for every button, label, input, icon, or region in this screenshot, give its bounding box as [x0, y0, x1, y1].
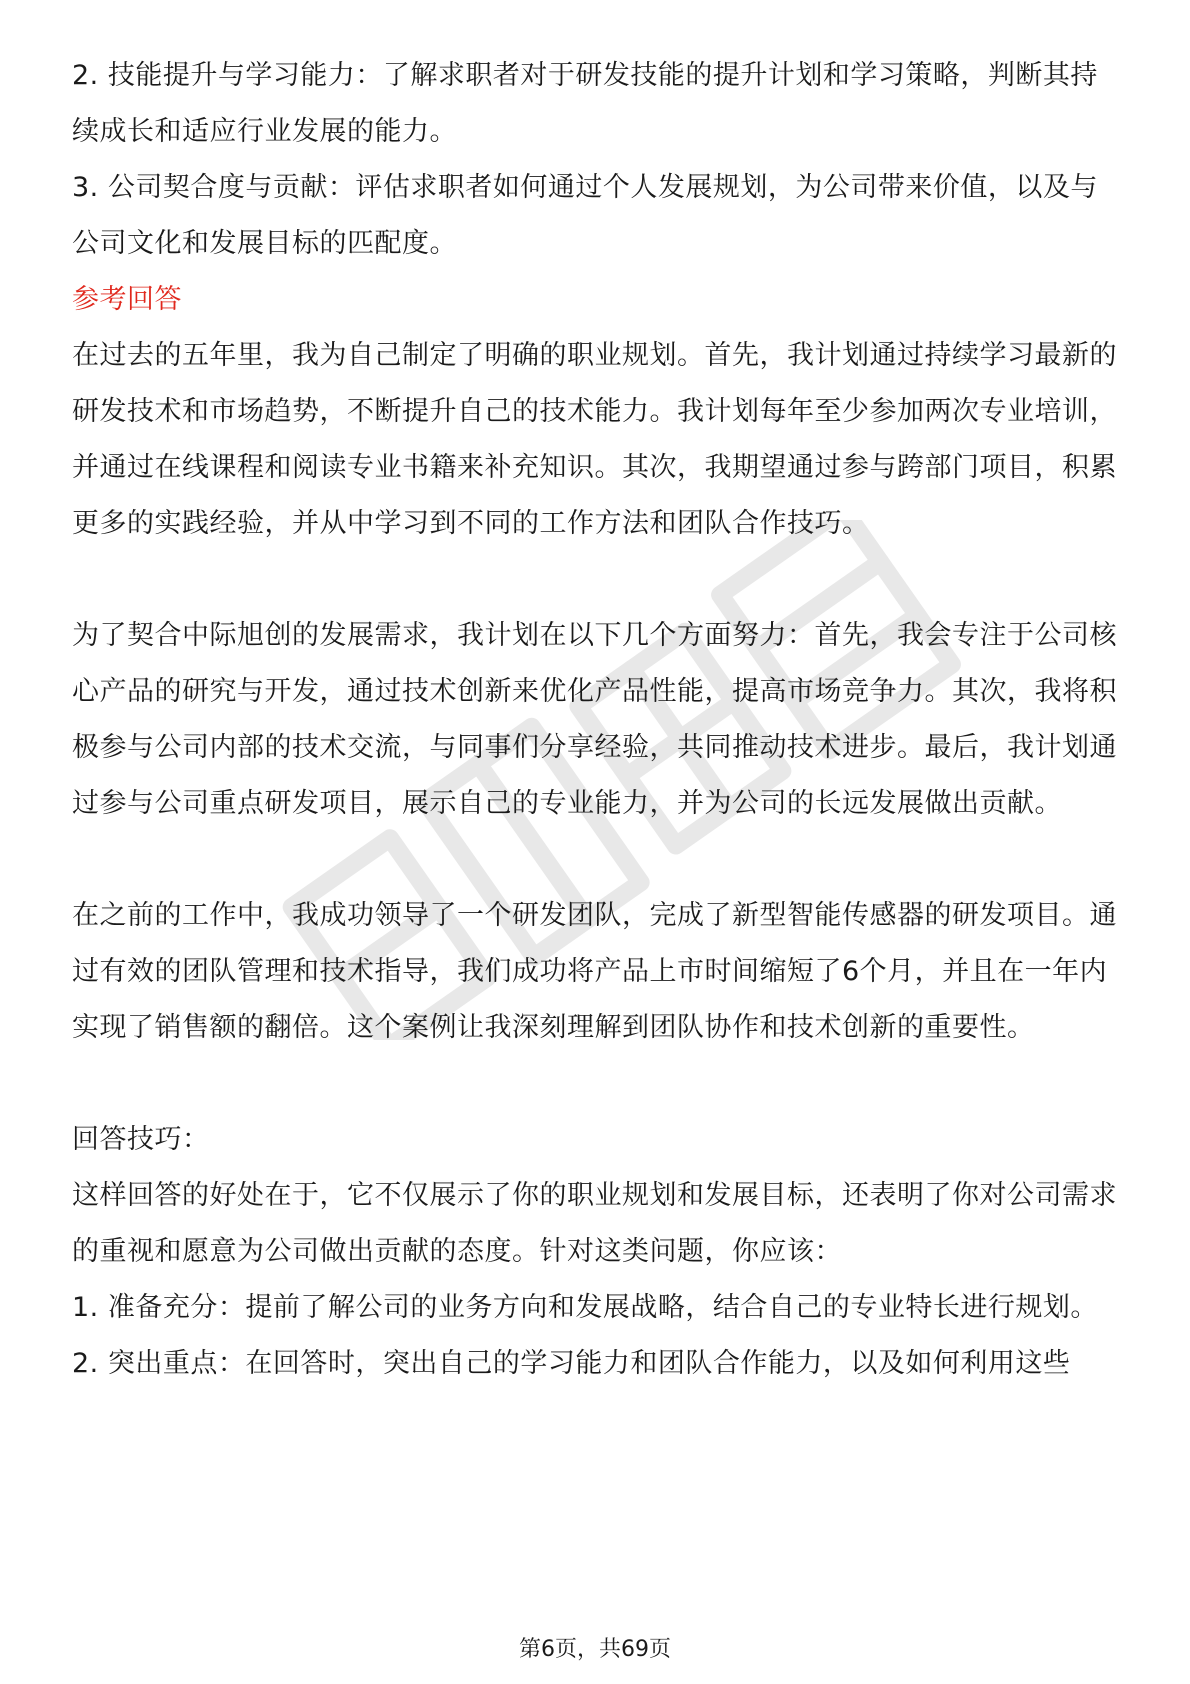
criteria-point-2: 2. 技能提升与学习能力：了解求职者对于研发技能的提升计划和学习策略，判断其持续成长和适应行业发展的能力。 [72, 60, 1098, 147]
criteria-point-3: 3. 公司契合度与贡献：评估求职者如何通过个人发展规划，为公司带来价值，以及与公司文化和发展目标的匹配度。 [72, 172, 1098, 259]
paragraph-spacer [72, 832, 1122, 888]
paragraph-spacer [72, 552, 1122, 608]
tips-intro: 这样回答的好处在于，它不仅展示了你的职业规划和发展目标，还表明了你对公司需求的重视和愿意为公司做出贡献的态度。针对这类问题，你应该： [72, 1180, 1117, 1267]
reference-answer-heading: 参考回答 [72, 284, 182, 315]
page-number: 第6页，共69页 [519, 1637, 671, 1662]
document-body [72, 48, 1122, 1392]
paragraph-spacer [72, 1056, 1122, 1112]
answer-paragraph-1: 在过去的五年里，我为自己制定了明确的职业规划。首先，我计划通过持续学习最新的研发技术和市场趋势，不断提升自己的技术能力。我计划每年至少参加两次专业培训，并通过在线课程和阅读专业书籍来补充知识。其次，我期望通过参与跨部门项目，积累更多的实践经验，并从中学习到不同的工作方法和团队合作技巧。 [72, 340, 1117, 539]
answer-paragraph-3: 在之前的工作中，我成功领导了一个研发团队，完成了新型智能传感器的研发项目。通过有效的团队管理和技术指导，我们成功将产品上市时间缩短了6个月，并且在一年内实现了销售额的翻倍。这个案例让我深刻理解到团队协作和技术创新的重要性。 [72, 900, 1117, 1043]
tip-item-2: 2. 突出重点：在回答时，突出自己的学习能力和团队合作能力，以及如何利用这些 [72, 1348, 1071, 1379]
tip-item-1: 1. 准备充分：提前了解公司的业务方向和发展战略，结合自己的专业特长进行规划。 [72, 1292, 1098, 1323]
answer-paragraph-2: 为了契合中际旭创的发展需求，我计划在以下几个方面努力：首先，我会专注于公司核心产品的研究与开发，通过技术创新来优化产品性能，提高市场竞争力。其次，我将积极参与公司内部的技术交流，与同事们分享经验，共同推动技术进步。最后，我计划通过参与公司重点研发项目，展示自己的专业能力，并为公司的长远发展做出贡献。 [72, 620, 1117, 819]
tips-heading: 回答技巧： [72, 1124, 210, 1155]
